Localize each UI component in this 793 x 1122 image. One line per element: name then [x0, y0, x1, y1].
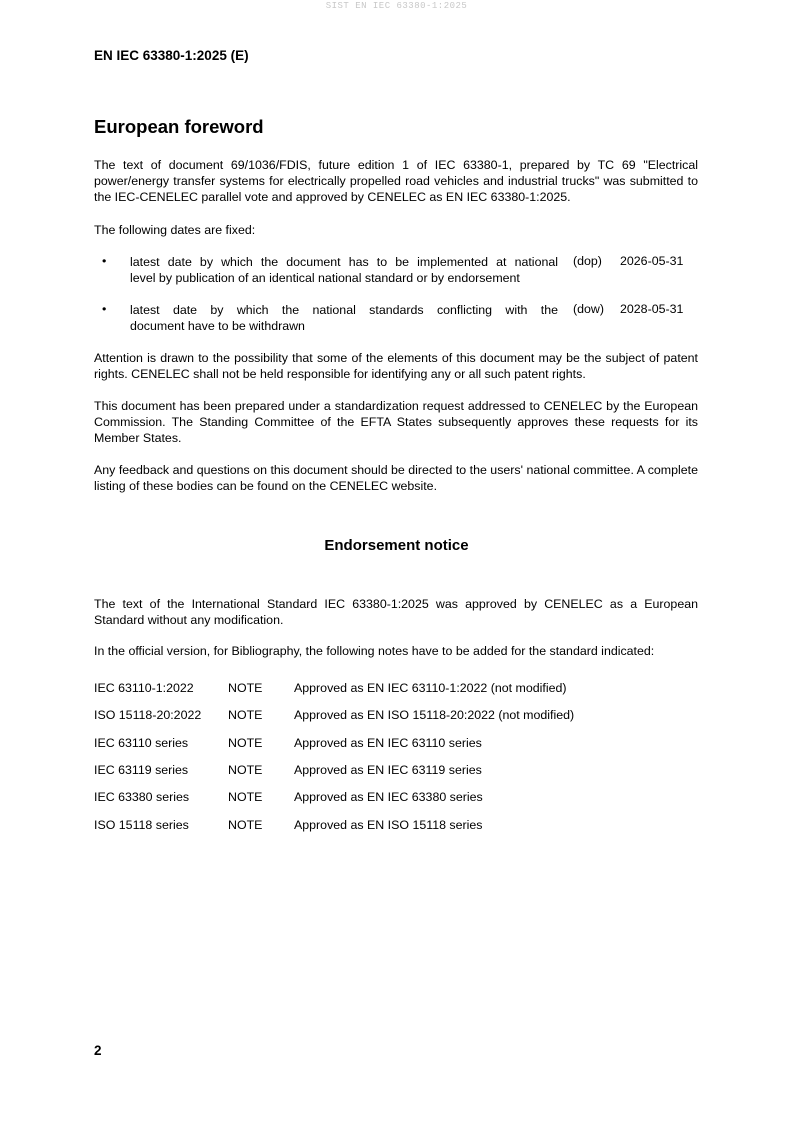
note-standard: IEC 63119 series — [94, 763, 189, 777]
note-label: NOTE — [228, 681, 263, 695]
watermark: SIST EN IEC 63380-1:2025 — [325, 1, 468, 11]
document-id: EN IEC 63380-1:2025 (E) — [94, 48, 249, 63]
note-standard: IEC 63110 series — [94, 736, 189, 750]
date-item-date: 2028-05-31 — [620, 302, 684, 316]
date-item-description — [130, 254, 558, 286]
dates-intro: The following dates are fixed: — [94, 223, 256, 237]
note-text: Approved as EN ISO 15118 series — [294, 818, 483, 832]
note-row — [0, 790, 793, 806]
date-item-line1: latest date by which the national standards conflicting with the — [130, 303, 558, 317]
note-label: NOTE — [228, 818, 263, 832]
patent-paragraph: Attention is drawn to the possibility that some of the elements of this document may be the subject of patent rights. CENELEC shall not be held responsible for identifying any or all such patent rights. — [94, 351, 698, 381]
note-text: Approved as EN IEC 63110 series — [294, 736, 482, 750]
note-label: NOTE — [228, 736, 263, 750]
bullet-marker: • — [102, 254, 107, 268]
date-item-line2: level by publication of an identical national standard or by endorsement — [130, 271, 520, 285]
mandate-paragraph: This document has been prepared under a standardization request addressed to CENELEC by the European Commission. The Standing Committee of the EFTA States subsequently approves these requests for its Member States. — [94, 399, 698, 445]
note-row — [0, 736, 793, 752]
note-row — [0, 763, 793, 779]
foreword-title: European foreword — [94, 116, 264, 137]
note-text: Approved as EN IEC 63110-1:2022 (not modified) — [294, 681, 567, 695]
note-text: Approved as EN IEC 63380 series — [294, 790, 483, 804]
note-label: NOTE — [228, 763, 263, 777]
note-row — [0, 681, 793, 697]
note-label: NOTE — [228, 790, 263, 804]
endorsement-text: The text of the International Standard IEC 63380-1:2025 was approved by CENELEC as a European Standard without any modification. — [94, 597, 698, 627]
date-item-date: 2026-05-31 — [620, 254, 684, 268]
page-number: 2 — [94, 1043, 102, 1058]
note-standard: ISO 15118 series — [94, 818, 189, 832]
note-label: NOTE — [228, 708, 263, 722]
endorsement-title: Endorsement notice — [324, 537, 469, 554]
date-item-line2: document have to be withdrawn — [130, 319, 305, 333]
note-row — [0, 708, 793, 724]
note-standard: IEC 63380 series — [94, 790, 190, 804]
date-item-code: (dop) — [573, 254, 602, 268]
note-standard: IEC 63110-1:2022 — [94, 681, 194, 695]
feedback-paragraph: Any feedback and questions on this document should be directed to the users' national committee. A complete listing of these bodies can be found on the CENELEC website. — [94, 463, 698, 493]
foreword-intro: The text of document 69/1036/FDIS, future edition 1 of IEC 63380-1, prepared by TC 69 "Electrical power/energy transfer systems for electrically propelled road vehicles and industrial trucks" was submitted to the IEC-CENELEC parallel vote and approved by CENELEC as EN IEC 63380-1:2025. — [94, 158, 698, 204]
date-item-line1: latest date by which the document has to be implemented at national — [130, 255, 558, 269]
date-item-description — [130, 302, 558, 334]
note-text: Approved as EN IEC 63119 series — [294, 763, 482, 777]
note-standard: ISO 15118-20:2022 — [94, 708, 202, 722]
bullet-marker: • — [102, 302, 107, 316]
note-text: Approved as EN ISO 15118-20:2022 (not modified) — [294, 708, 575, 722]
bibliography-intro: In the official version, for Bibliography, the following notes have to be added for the standard indicated: — [94, 644, 655, 658]
date-item-code: (dow) — [573, 302, 604, 316]
note-row — [0, 818, 793, 834]
